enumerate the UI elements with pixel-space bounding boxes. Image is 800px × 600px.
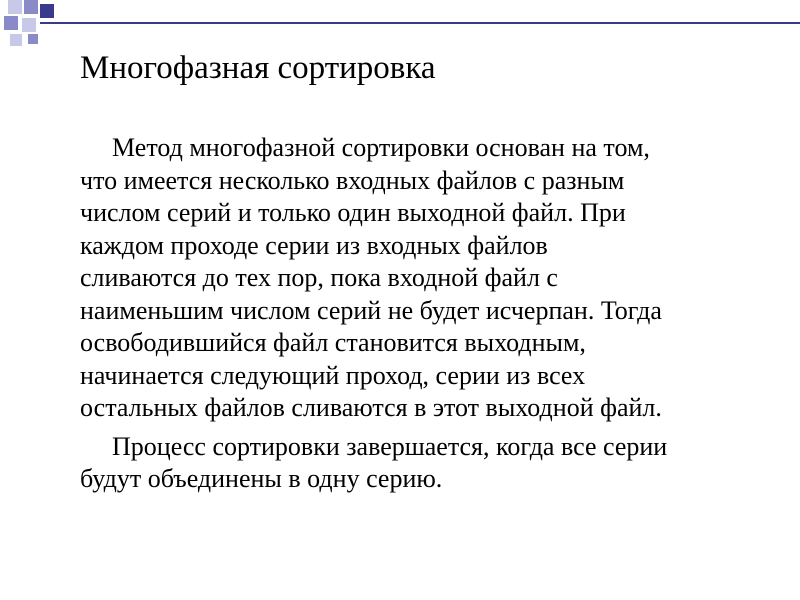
slide-body bbox=[48, 132, 758, 496]
paragraph bbox=[48, 132, 758, 425]
text-line: остальных файлов сливаются в этот выходной файл. bbox=[80, 393, 662, 422]
text-line: Процесс сортировки завершается, когда все серии bbox=[112, 431, 668, 461]
text-line: сливаются до тех пор, пока входной файл с bbox=[80, 263, 558, 292]
text-line: будут объединены в одну серию. bbox=[80, 464, 443, 493]
paragraph bbox=[48, 431, 758, 496]
header-rule bbox=[40, 22, 800, 24]
decor-square bbox=[28, 34, 38, 44]
text-line: начинается следующий проход, серии из всех bbox=[80, 360, 586, 390]
decor-square bbox=[10, 34, 22, 46]
text-line: числом серий и только один выходной файл. При bbox=[80, 198, 626, 227]
decor-square bbox=[8, 0, 22, 14]
text-line: Метод многофазной сортировки основан на том, bbox=[112, 133, 650, 162]
slide-title: Многофазная сортировка bbox=[80, 50, 436, 86]
decor-square bbox=[4, 16, 18, 30]
decor-square bbox=[22, 18, 36, 32]
decor-square bbox=[24, 0, 38, 14]
text-line: наименьшим числом серий не будет исчерпан. Тогда bbox=[80, 295, 662, 325]
text-line: освободившийся файл становится выходным, bbox=[80, 328, 586, 357]
decor-square bbox=[40, 4, 54, 18]
text-line: каждом проходе серии из входных файлов bbox=[80, 230, 548, 260]
text-line: что имеется несколько входных файлов с разным bbox=[80, 165, 625, 195]
